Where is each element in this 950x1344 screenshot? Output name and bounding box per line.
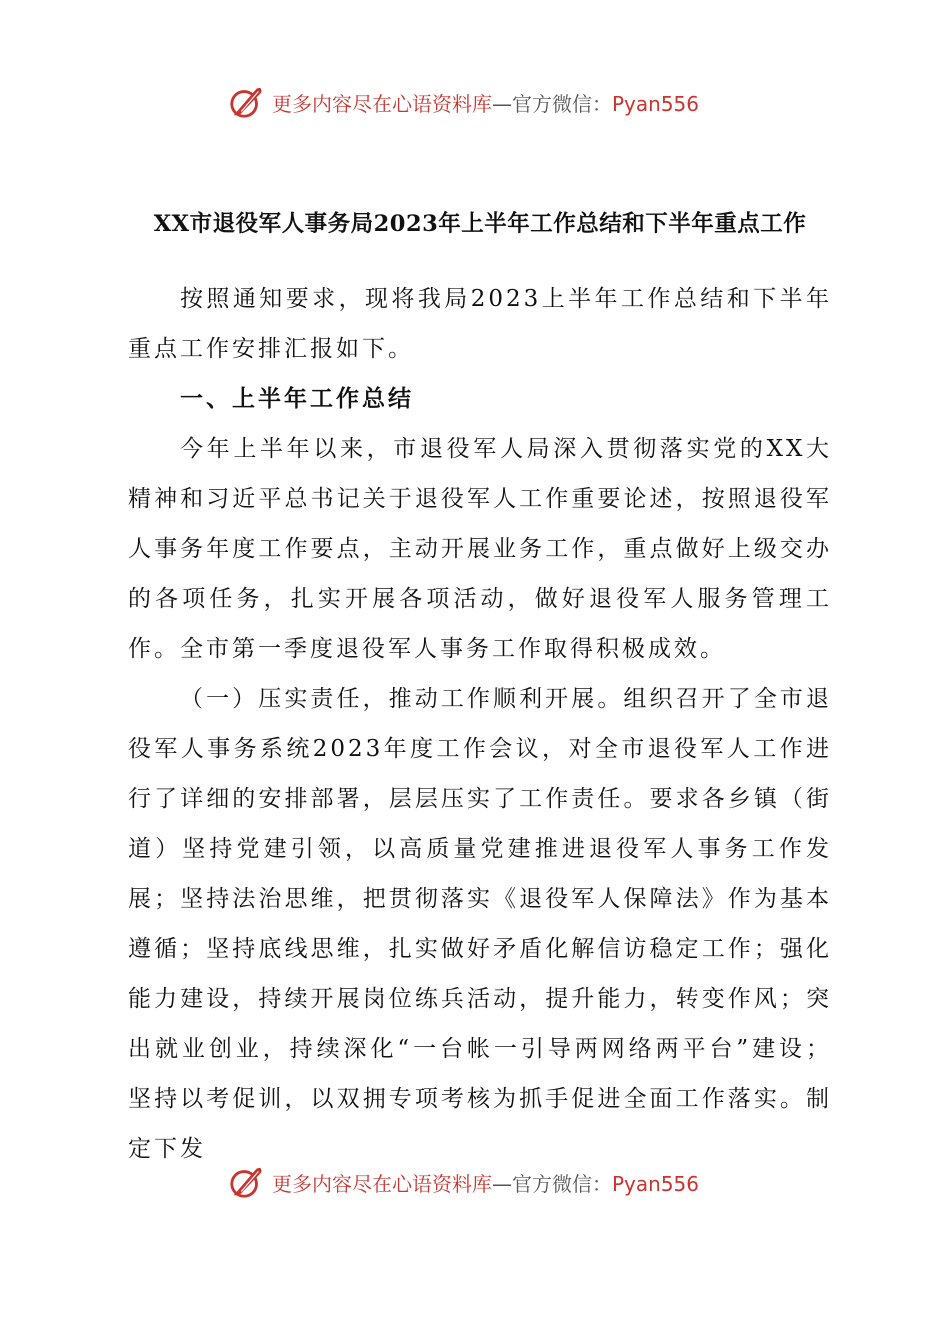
- quill-logo-icon: [228, 83, 266, 121]
- banner-text: [272, 88, 699, 117]
- intro-paragraph: 按照通知要求，现将我局2023上半年工作总结和下半年重点工作安排汇报如下。: [128, 286, 832, 362]
- document-title: XX市退役军人事务局2023年上半年工作总结和下半年重点工作: [153, 211, 807, 237]
- banner-text: [272, 1168, 699, 1197]
- body-paragraph: （一）压实责任，推动工作顺利开展。组织召开了全市退役军人事务系统2023年度工作会议，对全市退役军人工作进行了详细的安排部署，层层压实了工作责任。要求各乡镇（街道）坚持党建引领，以高质量党建推进退役军人事务工作发展；坚持法治思维，把贯彻落实《退役军人保障法》作为基本遵循；坚持底线思维，扎实做好矛盾化解信访稳定工作；强化能力建设，持续开展岗位练兵活动，提升能力，转变作风；突出就业创业，持续深化“一台帐一引导两网络两平台”建设；坚持以考促训，以双拥专项考核为抓手促进全面工作落实。制定下发: [128, 686, 832, 1162]
- footer-banner: [228, 1162, 699, 1202]
- banner-main: 更多内容尽在心语资料库: [272, 1171, 492, 1196]
- section-heading: 一、上半年工作总结: [180, 385, 414, 412]
- document-body: [128, 274, 832, 1174]
- header-banner: [228, 82, 699, 122]
- banner-id: Pyan556: [612, 91, 700, 116]
- banner-dash: —: [492, 91, 512, 116]
- banner-sub: 官方微信：: [512, 91, 612, 116]
- banner-main: 更多内容尽在心语资料库: [272, 91, 492, 116]
- quill-logo-icon: [228, 1163, 266, 1201]
- banner-sub: 官方微信：: [512, 1171, 612, 1196]
- body-paragraph: 今年上半年以来，市退役军人局深入贯彻落实党的XX大精神和习近平总书记关于退役军人工作重要论述，按照退役军人事务年度工作要点，主动开展业务工作，重点做好上级交办的各项任务，扎实开展各项活动，做好退役军人服务管理工作。全市第一季度退役军人事务工作取得积极成效。: [128, 436, 832, 662]
- banner-dash: —: [492, 1171, 512, 1196]
- banner-id: Pyan556: [612, 1171, 700, 1196]
